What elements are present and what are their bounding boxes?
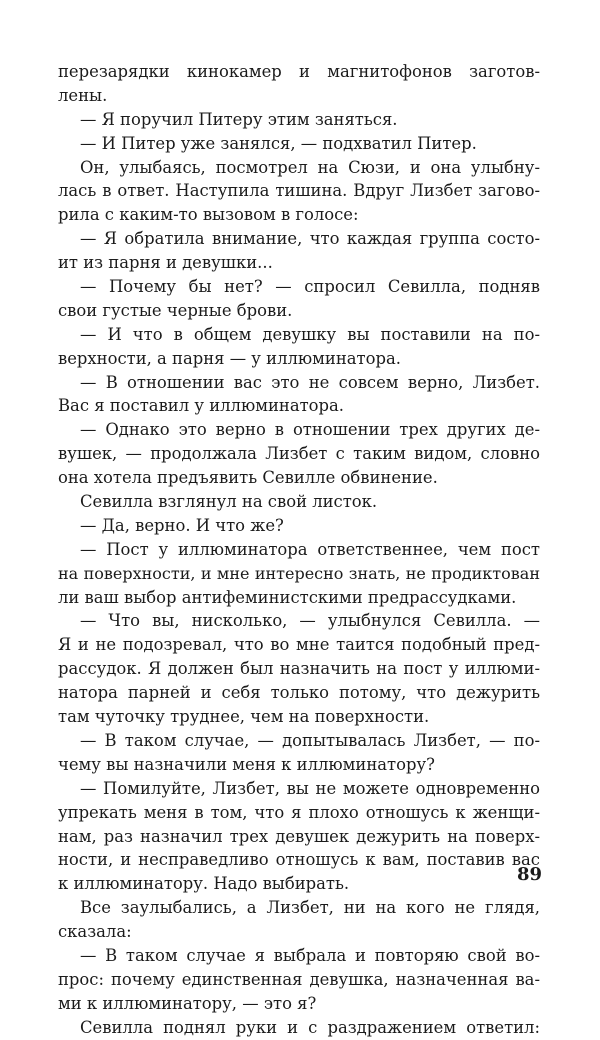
text-line: вушек, — продолжала Лизбет с таким видом, словно <box>58 444 540 464</box>
text-line: прос: почему единственная девушка, назначенная ва- <box>58 969 540 989</box>
text-line: рассудок. Я должен был назначить на пост у иллюми- <box>58 659 540 679</box>
text-line: ли ваш выбор антифеминистскими предрассудками. <box>58 587 517 607</box>
text-line: нам, раз назначил трех девушек дежурить на поверх- <box>58 826 540 846</box>
text-line: — И Питер уже занялся, — подхватил Питер. <box>80 133 477 153</box>
text-line: лены. <box>58 85 108 105</box>
text-line: рила с каким-то вызовом в голосе: <box>58 205 359 225</box>
text-line: натора парней и себя только потому, что дежурить <box>58 683 540 703</box>
text-line: ми к иллюминатору, — это я? <box>58 993 317 1013</box>
text-line: — Да, верно. И что же? <box>80 515 284 535</box>
text-line: — Пост у иллюминатора ответственнее, чем пост <box>80 539 540 559</box>
text-line: ности, и несправедливо отношусь к вам, поставив вас <box>58 850 540 870</box>
text-line: Севилла поднял руки и с раздражением ответил: <box>80 1017 540 1037</box>
text-line: упрекать меня в том, что я плохо отношусь к женщи- <box>58 802 540 822</box>
text-line: — В отношении вас это не совсем верно, Лизбет. <box>80 372 540 392</box>
text-line: — Почему бы нет? — спросил Севилла, подняв <box>80 277 540 297</box>
text-line: сказала: <box>58 922 132 942</box>
text-line: — Однако это верно в отношении трех других де- <box>80 420 540 440</box>
text-line: — Что вы, нисколько, — улыбнулся Севилла. — <box>80 611 540 631</box>
text-line: верхности, а парня — у иллюминатора. <box>58 348 401 368</box>
text-line: чему вы назначили меня к иллюминатору? <box>58 754 435 774</box>
text-line: к иллюминатору. Надо выбирать. <box>58 874 350 894</box>
text-line: — Я поручил Питеру этим заняться. <box>80 109 398 129</box>
text-line: Он, улыбаясь, посмотрел на Сюзи, и она улыбну- <box>80 157 540 177</box>
body-text <box>58 60 543 1040</box>
text-line: Я и не подозревал, что во мне таится подобный пред- <box>58 635 540 655</box>
text-line: Севилла взглянул на свой листок. <box>80 492 378 512</box>
text-line: — И что в общем девушку вы поставили на по- <box>80 324 540 344</box>
text-line: там чуточку труднее, чем на поверхности. <box>58 707 430 727</box>
text-line: на поверхности, и мне интересно знать, не продиктован <box>58 563 540 583</box>
text-line: перезарядки кинокамер и магнитофонов заготов- <box>58 62 540 81</box>
page-number: 89 <box>517 864 543 885</box>
text-line: лась в ответ. Наступила тишина. Вдруг Лизбет загово- <box>58 181 540 201</box>
text-line: — В таком случае, — допытывалась Лизбет, — по- <box>80 730 540 750</box>
text-line: Все заулыбались, а Лизбет, ни на кого не глядя, <box>80 898 540 918</box>
text-line: свои густые черные брови. <box>58 300 293 320</box>
text-line: ит из парня и девушки... <box>58 253 273 273</box>
text-line: — Помилуйте, Лизбет, вы не можете одновременно <box>80 778 540 798</box>
text-line: она хотела предъявить Севилле обвинение. <box>58 468 438 488</box>
text-line: — Я обратила внимание, что каждая группа состо- <box>80 229 540 249</box>
text-line: Вас я поставил у иллюминатора. <box>58 396 344 416</box>
text-line: — В таком случае я выбрала и повторяю свой во- <box>80 945 540 965</box>
